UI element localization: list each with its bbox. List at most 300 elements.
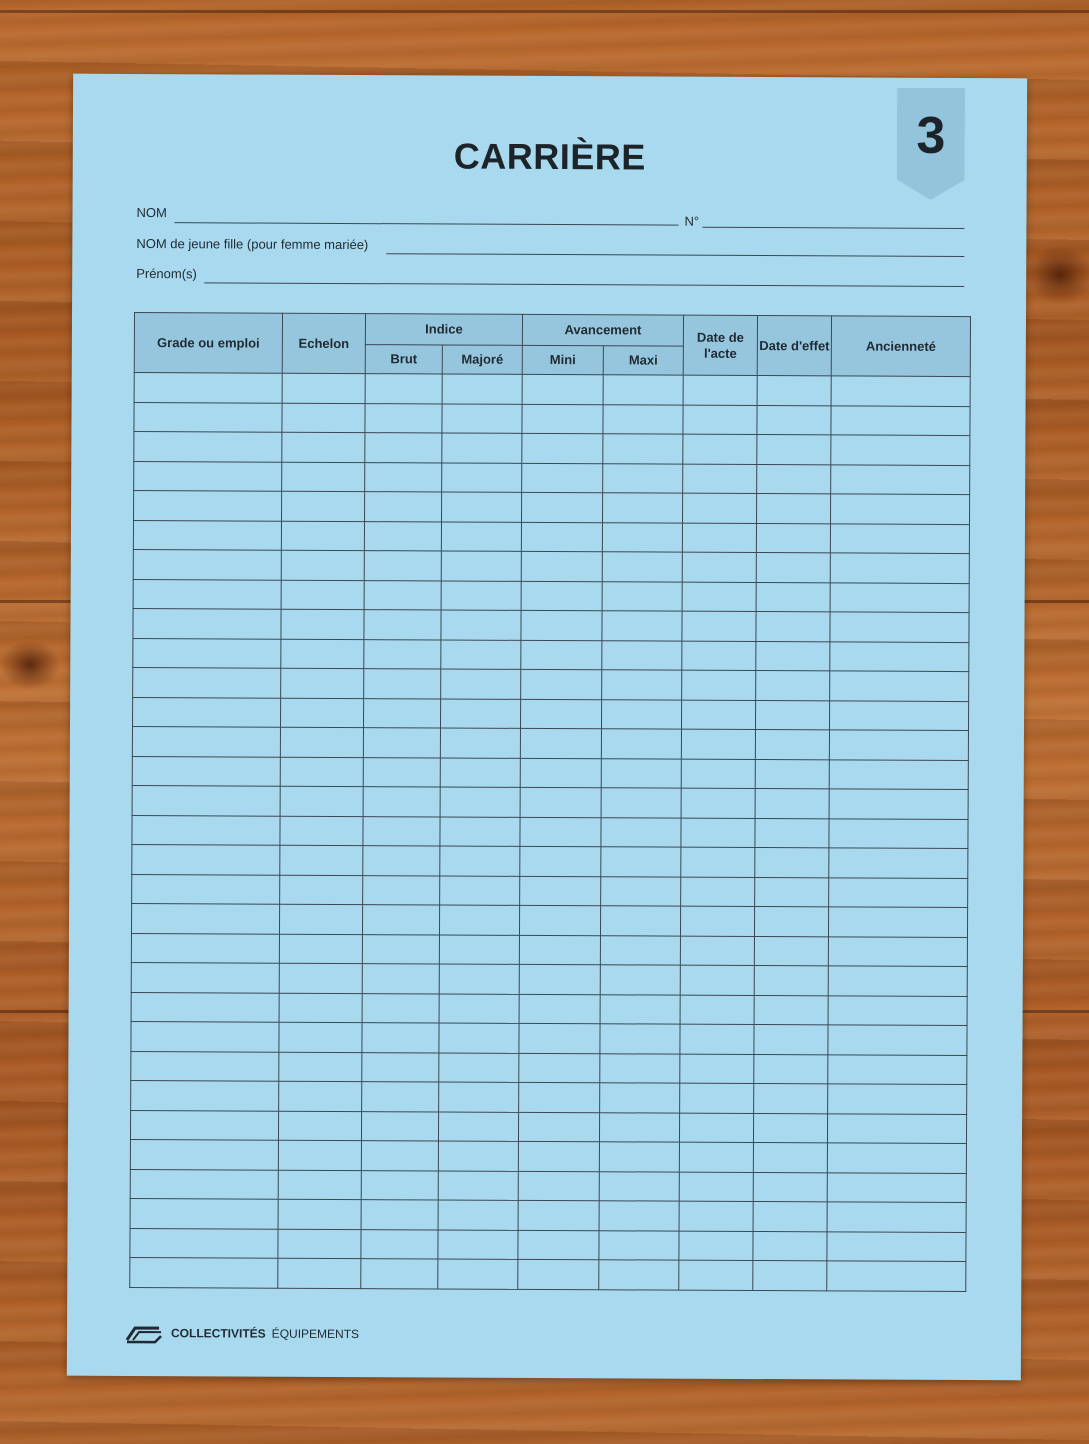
- cell-date-effet[interactable]: [757, 494, 831, 524]
- cell-echelon[interactable]: [281, 580, 364, 610]
- cell-date-acte[interactable]: [683, 375, 757, 405]
- cell-indice-brut[interactable]: [363, 846, 440, 876]
- cell-avancement-maxi[interactable]: [600, 1053, 680, 1083]
- cell-avancement-mini[interactable]: [521, 640, 602, 670]
- cell-indice-majore[interactable]: [438, 1259, 518, 1289]
- cell-date-effet[interactable]: [756, 641, 830, 671]
- cell-echelon[interactable]: [280, 727, 363, 757]
- cell-grade[interactable]: [131, 1021, 279, 1051]
- cell-avancement-maxi[interactable]: [599, 1260, 679, 1290]
- cell-date-effet[interactable]: [756, 553, 830, 583]
- cell-date-acte[interactable]: [681, 847, 755, 877]
- cell-grade[interactable]: [133, 520, 281, 550]
- cell-avancement-maxi[interactable]: [601, 758, 681, 788]
- cell-grade[interactable]: [132, 874, 280, 904]
- cell-avancement-mini[interactable]: [520, 876, 601, 906]
- cell-avancement-mini[interactable]: [519, 935, 600, 965]
- cell-date-effet[interactable]: [756, 671, 830, 701]
- cell-anciennete[interactable]: [827, 1172, 966, 1202]
- cell-avancement-mini[interactable]: [518, 1259, 599, 1289]
- cell-echelon[interactable]: [279, 1022, 362, 1052]
- cell-avancement-mini[interactable]: [521, 610, 602, 640]
- cell-avancement-maxi[interactable]: [600, 965, 680, 995]
- career-table: [129, 312, 971, 1292]
- cell-avancement-maxi[interactable]: [600, 994, 680, 1024]
- table-row: [134, 461, 970, 495]
- cell-anciennete[interactable]: [829, 848, 968, 878]
- cell-anciennete[interactable]: [829, 818, 968, 848]
- cell-indice-brut[interactable]: [363, 698, 440, 728]
- cell-avancement-mini[interactable]: [521, 522, 602, 552]
- cell-echelon[interactable]: [279, 963, 362, 993]
- cell-date-effet[interactable]: [756, 612, 830, 642]
- cell-grade[interactable]: [132, 697, 280, 727]
- cell-echelon[interactable]: [281, 609, 364, 639]
- cell-grade[interactable]: [133, 638, 281, 668]
- cell-indice-majore[interactable]: [439, 993, 519, 1023]
- cell-avancement-mini[interactable]: [522, 463, 603, 493]
- cell-avancement-maxi[interactable]: [600, 935, 680, 965]
- cell-echelon[interactable]: [281, 521, 364, 551]
- cell-date-acte[interactable]: [679, 1201, 753, 1231]
- cell-indice-majore[interactable]: [438, 1229, 518, 1259]
- cell-grade[interactable]: [131, 903, 279, 933]
- cell-indice-brut[interactable]: [362, 1023, 439, 1053]
- cell-anciennete[interactable]: [831, 464, 970, 494]
- cell-anciennete[interactable]: [828, 995, 967, 1025]
- cell-anciennete[interactable]: [829, 730, 968, 760]
- cell-date-effet[interactable]: [754, 1084, 828, 1114]
- cell-anciennete[interactable]: [830, 523, 969, 553]
- cell-indice-brut[interactable]: [361, 1111, 438, 1141]
- cell-avancement-maxi[interactable]: [599, 1112, 679, 1142]
- cell-grade[interactable]: [130, 1257, 278, 1287]
- cell-avancement-maxi[interactable]: [603, 493, 683, 523]
- numero-field[interactable]: [702, 227, 964, 229]
- nom-jeune-fille-field[interactable]: [386, 253, 964, 257]
- cell-echelon[interactable]: [278, 1170, 361, 1200]
- cell-avancement-mini[interactable]: [522, 433, 603, 463]
- cell-date-acte[interactable]: [680, 1054, 754, 1084]
- nom-field[interactable]: [174, 222, 678, 225]
- cell-date-effet[interactable]: [756, 582, 830, 612]
- cell-indice-majore[interactable]: [439, 905, 519, 935]
- cell-date-effet[interactable]: [755, 907, 829, 937]
- cell-anciennete[interactable]: [829, 759, 968, 789]
- cell-grade[interactable]: [131, 1051, 279, 1081]
- cell-date-effet[interactable]: [757, 405, 831, 435]
- cell-indice-majore[interactable]: [440, 757, 520, 787]
- cell-date-acte[interactable]: [682, 670, 756, 700]
- cell-indice-majore[interactable]: [440, 875, 520, 905]
- cell-anciennete[interactable]: [830, 553, 969, 583]
- cell-date-acte[interactable]: [681, 788, 755, 818]
- prenoms-label: Prénom(s): [136, 265, 197, 282]
- cell-date-acte[interactable]: [681, 906, 755, 936]
- cell-anciennete[interactable]: [827, 1261, 966, 1291]
- cell-date-acte[interactable]: [682, 523, 756, 553]
- cell-anciennete[interactable]: [828, 966, 967, 996]
- cell-anciennete[interactable]: [830, 582, 969, 612]
- cell-avancement-maxi[interactable]: [602, 522, 682, 552]
- cell-avancement-maxi[interactable]: [603, 375, 683, 405]
- cell-echelon[interactable]: [279, 1052, 362, 1082]
- cell-echelon[interactable]: [278, 1229, 361, 1259]
- cell-grade[interactable]: [130, 1110, 278, 1140]
- cell-echelon[interactable]: [279, 1081, 362, 1111]
- cell-avancement-mini[interactable]: [519, 1082, 600, 1112]
- cell-grade[interactable]: [130, 1169, 278, 1199]
- cell-grade[interactable]: [131, 1080, 279, 1110]
- cell-grade[interactable]: [134, 402, 282, 432]
- cell-indice-brut[interactable]: [362, 905, 439, 935]
- cell-echelon[interactable]: [278, 1140, 361, 1170]
- cell-avancement-maxi[interactable]: [603, 434, 683, 464]
- cell-avancement-maxi[interactable]: [600, 906, 680, 936]
- cell-echelon[interactable]: [282, 462, 365, 492]
- cell-avancement-mini[interactable]: [519, 905, 600, 935]
- cell-anciennete[interactable]: [830, 612, 969, 642]
- cell-indice-majore[interactable]: [438, 1200, 518, 1230]
- cell-avancement-maxi[interactable]: [601, 788, 681, 818]
- cell-grade[interactable]: [134, 461, 282, 491]
- cell-indice-brut[interactable]: [362, 964, 439, 994]
- cell-indice-majore[interactable]: [440, 846, 520, 876]
- numero-label: N°: [684, 213, 700, 229]
- cell-avancement-mini[interactable]: [518, 1171, 599, 1201]
- cell-indice-majore[interactable]: [440, 816, 520, 846]
- header-grade: Grade ou emploi: [134, 312, 282, 373]
- cell-avancement-mini[interactable]: [518, 1230, 599, 1260]
- cell-indice-majore[interactable]: [439, 934, 519, 964]
- cell-indice-majore[interactable]: [441, 669, 521, 699]
- cell-grade[interactable]: [134, 431, 282, 461]
- cell-date-acte[interactable]: [680, 936, 754, 966]
- cell-echelon[interactable]: [282, 373, 365, 403]
- cell-avancement-maxi[interactable]: [601, 847, 681, 877]
- cell-date-effet[interactable]: [754, 966, 828, 996]
- cell-avancement-maxi[interactable]: [599, 1142, 679, 1172]
- cell-echelon[interactable]: [278, 1111, 361, 1141]
- cell-date-acte[interactable]: [683, 405, 757, 435]
- cell-indice-majore[interactable]: [441, 551, 521, 581]
- cell-avancement-maxi[interactable]: [600, 1024, 680, 1054]
- cell-avancement-mini[interactable]: [520, 728, 601, 758]
- cell-avancement-maxi[interactable]: [602, 699, 682, 729]
- cell-avancement-maxi[interactable]: [602, 670, 682, 700]
- cell-indice-majore[interactable]: [438, 1141, 518, 1171]
- cell-indice-brut[interactable]: [363, 757, 440, 787]
- cell-date-acte[interactable]: [680, 995, 754, 1025]
- table-row: [133, 667, 969, 701]
- cell-avancement-mini[interactable]: [522, 374, 603, 404]
- cell-echelon[interactable]: [282, 403, 365, 433]
- cell-avancement-mini[interactable]: [519, 1053, 600, 1083]
- cell-indice-brut[interactable]: [364, 551, 441, 581]
- cell-avancement-mini[interactable]: [521, 551, 602, 581]
- cell-grade[interactable]: [130, 1198, 278, 1228]
- cell-indice-brut[interactable]: [361, 1229, 438, 1259]
- cell-anciennete[interactable]: [828, 1054, 967, 1084]
- cell-anciennete[interactable]: [829, 907, 968, 937]
- cell-indice-brut[interactable]: [364, 669, 441, 699]
- cell-indice-majore[interactable]: [442, 492, 522, 522]
- cell-anciennete[interactable]: [830, 641, 969, 671]
- cell-echelon[interactable]: [279, 934, 362, 964]
- table-row: [131, 903, 967, 937]
- cell-grade[interactable]: [133, 579, 281, 609]
- cell-avancement-maxi[interactable]: [601, 876, 681, 906]
- cell-date-effet[interactable]: [753, 1172, 827, 1202]
- cell-avancement-maxi[interactable]: [602, 552, 682, 582]
- cell-date-acte[interactable]: [679, 1172, 753, 1202]
- cell-avancement-maxi[interactable]: [599, 1201, 679, 1231]
- wood-knot: [1025, 245, 1089, 305]
- cell-date-effet[interactable]: [754, 1025, 828, 1055]
- cell-indice-brut[interactable]: [363, 875, 440, 905]
- cell-indice-brut[interactable]: [365, 374, 442, 404]
- cell-indice-brut[interactable]: [362, 1052, 439, 1082]
- cell-anciennete[interactable]: [827, 1231, 966, 1261]
- cell-echelon[interactable]: [281, 668, 364, 698]
- cell-grade[interactable]: [132, 844, 280, 874]
- cell-anciennete[interactable]: [831, 435, 970, 465]
- cell-date-effet[interactable]: [755, 877, 829, 907]
- table-row: [131, 992, 967, 1026]
- cell-anciennete[interactable]: [831, 494, 970, 524]
- cell-date-acte[interactable]: [680, 1083, 754, 1113]
- section-number: 3: [916, 106, 946, 165]
- cell-grade[interactable]: [133, 608, 281, 638]
- wood-plank-seam: [0, 10, 1089, 13]
- cell-avancement-mini[interactable]: [521, 669, 602, 699]
- cell-indice-majore[interactable]: [439, 964, 519, 994]
- cell-anciennete[interactable]: [828, 936, 967, 966]
- cell-date-effet[interactable]: [757, 376, 831, 406]
- cell-avancement-mini[interactable]: [520, 846, 601, 876]
- cell-echelon[interactable]: [278, 1199, 361, 1229]
- cell-date-effet[interactable]: [755, 848, 829, 878]
- cell-date-acte[interactable]: [683, 493, 757, 523]
- cell-avancement-mini[interactable]: [520, 817, 601, 847]
- cell-avancement-maxi[interactable]: [599, 1171, 679, 1201]
- cell-grade[interactable]: [131, 962, 279, 992]
- cell-avancement-maxi[interactable]: [602, 581, 682, 611]
- cell-avancement-maxi[interactable]: [599, 1230, 679, 1260]
- cell-grade[interactable]: [131, 933, 279, 963]
- cell-date-acte[interactable]: [682, 700, 756, 730]
- cell-avancement-mini[interactable]: [520, 787, 601, 817]
- cell-date-acte[interactable]: [682, 582, 756, 612]
- cell-indice-brut[interactable]: [363, 787, 440, 817]
- cell-anciennete[interactable]: [827, 1143, 966, 1173]
- cell-date-acte[interactable]: [680, 1113, 754, 1143]
- cell-avancement-mini[interactable]: [521, 581, 602, 611]
- cell-date-effet[interactable]: [754, 995, 828, 1025]
- cell-avancement-maxi[interactable]: [602, 640, 682, 670]
- cell-date-effet[interactable]: [753, 1261, 827, 1291]
- cell-avancement-maxi[interactable]: [601, 817, 681, 847]
- cell-avancement-mini[interactable]: [518, 1141, 599, 1171]
- cell-grade[interactable]: [131, 992, 279, 1022]
- cell-avancement-mini[interactable]: [522, 492, 603, 522]
- cell-avancement-mini[interactable]: [520, 758, 601, 788]
- cell-echelon[interactable]: [279, 904, 362, 934]
- cell-anciennete[interactable]: [829, 789, 968, 819]
- cell-indice-majore[interactable]: [440, 787, 520, 817]
- cell-indice-brut[interactable]: [364, 580, 441, 610]
- cell-grade[interactable]: [133, 549, 281, 579]
- table-row: [134, 402, 970, 436]
- cell-date-acte[interactable]: [682, 552, 756, 582]
- cell-indice-brut[interactable]: [362, 993, 439, 1023]
- cell-grade[interactable]: [132, 726, 280, 756]
- cell-date-acte[interactable]: [681, 877, 755, 907]
- cell-anciennete[interactable]: [831, 376, 970, 406]
- cell-echelon[interactable]: [279, 993, 362, 1023]
- cell-date-effet[interactable]: [754, 1113, 828, 1143]
- cell-echelon[interactable]: [280, 845, 363, 875]
- cell-anciennete[interactable]: [829, 877, 968, 907]
- cell-indice-brut[interactable]: [362, 934, 439, 964]
- cell-avancement-mini[interactable]: [519, 994, 600, 1024]
- cell-indice-majore[interactable]: [438, 1111, 518, 1141]
- cell-anciennete[interactable]: [830, 700, 969, 730]
- cell-grade[interactable]: [133, 667, 281, 697]
- cell-date-acte[interactable]: [679, 1142, 753, 1172]
- cell-indice-brut[interactable]: [364, 610, 441, 640]
- cell-avancement-mini[interactable]: [519, 964, 600, 994]
- cell-date-acte[interactable]: [683, 464, 757, 494]
- cell-indice-brut[interactable]: [365, 403, 442, 433]
- cell-indice-brut[interactable]: [361, 1170, 438, 1200]
- cell-indice-majore[interactable]: [439, 1082, 519, 1112]
- cell-indice-brut[interactable]: [365, 433, 442, 463]
- table-row: [132, 697, 968, 731]
- cell-indice-brut[interactable]: [364, 639, 441, 669]
- cell-date-acte[interactable]: [681, 759, 755, 789]
- cell-anciennete[interactable]: [828, 1025, 967, 1055]
- cell-avancement-mini[interactable]: [522, 404, 603, 434]
- cell-indice-brut[interactable]: [363, 816, 440, 846]
- cell-grade[interactable]: [134, 372, 282, 402]
- cell-anciennete[interactable]: [830, 671, 969, 701]
- cell-indice-majore[interactable]: [440, 728, 520, 758]
- cell-echelon[interactable]: [278, 1258, 361, 1288]
- cell-indice-majore[interactable]: [441, 580, 521, 610]
- cell-indice-brut[interactable]: [365, 492, 442, 522]
- cell-avancement-maxi[interactable]: [603, 463, 683, 493]
- cell-indice-brut[interactable]: [364, 521, 441, 551]
- cell-date-acte[interactable]: [681, 729, 755, 759]
- cell-date-acte[interactable]: [680, 965, 754, 995]
- cell-anciennete[interactable]: [827, 1202, 966, 1232]
- cell-indice-majore[interactable]: [438, 1170, 518, 1200]
- cell-date-effet[interactable]: [756, 700, 830, 730]
- cell-echelon[interactable]: [280, 786, 363, 816]
- cell-date-effet[interactable]: [753, 1231, 827, 1261]
- cell-avancement-maxi[interactable]: [602, 611, 682, 641]
- cell-date-effet[interactable]: [756, 523, 830, 553]
- cell-indice-majore[interactable]: [441, 639, 521, 669]
- cell-grade[interactable]: [132, 815, 280, 845]
- cell-indice-majore[interactable]: [442, 374, 522, 404]
- cell-echelon[interactable]: [282, 432, 365, 462]
- cell-indice-majore[interactable]: [439, 1052, 519, 1082]
- cell-date-effet[interactable]: [757, 464, 831, 494]
- cell-echelon[interactable]: [280, 698, 363, 728]
- cell-avancement-maxi[interactable]: [601, 729, 681, 759]
- cell-echelon[interactable]: [280, 816, 363, 846]
- cell-avancement-mini[interactable]: [518, 1200, 599, 1230]
- cell-date-acte[interactable]: [682, 611, 756, 641]
- cell-date-acte[interactable]: [679, 1260, 753, 1290]
- cell-date-effet[interactable]: [753, 1143, 827, 1173]
- cell-date-effet[interactable]: [754, 1054, 828, 1084]
- cell-anciennete[interactable]: [831, 405, 970, 435]
- cell-echelon[interactable]: [280, 875, 363, 905]
- cell-date-effet[interactable]: [755, 789, 829, 819]
- cell-indice-majore[interactable]: [441, 610, 521, 640]
- cell-indice-majore[interactable]: [441, 521, 521, 551]
- cell-indice-brut[interactable]: [361, 1259, 438, 1289]
- cell-echelon[interactable]: [282, 491, 365, 521]
- cell-anciennete[interactable]: [828, 1113, 967, 1143]
- cell-indice-majore[interactable]: [439, 1023, 519, 1053]
- cell-date-acte[interactable]: [679, 1231, 753, 1261]
- page-title: CARRIÈRE: [453, 135, 646, 178]
- cell-grade[interactable]: [132, 756, 280, 786]
- brand-footer: [125, 1322, 359, 1345]
- cell-date-effet[interactable]: [755, 730, 829, 760]
- cell-indice-brut[interactable]: [361, 1200, 438, 1230]
- cell-date-acte[interactable]: [680, 1024, 754, 1054]
- cell-avancement-mini[interactable]: [521, 699, 602, 729]
- nom-label: NOM: [136, 204, 167, 221]
- cell-indice-majore[interactable]: [442, 433, 522, 463]
- cell-echelon[interactable]: [281, 550, 364, 580]
- cell-date-effet[interactable]: [753, 1202, 827, 1232]
- cell-date-effet[interactable]: [755, 818, 829, 848]
- cell-echelon[interactable]: [281, 639, 364, 669]
- cell-indice-majore[interactable]: [440, 698, 520, 728]
- cell-indice-majore[interactable]: [442, 403, 522, 433]
- cell-avancement-maxi[interactable]: [603, 404, 683, 434]
- cell-date-acte[interactable]: [681, 818, 755, 848]
- cell-grade[interactable]: [132, 785, 280, 815]
- cell-date-acte[interactable]: [683, 434, 757, 464]
- cell-grade[interactable]: [130, 1139, 278, 1169]
- prenoms-field[interactable]: [204, 282, 964, 287]
- cell-indice-brut[interactable]: [365, 462, 442, 492]
- cell-date-effet[interactable]: [754, 936, 828, 966]
- cell-date-acte[interactable]: [682, 641, 756, 671]
- cell-avancement-mini[interactable]: [518, 1112, 599, 1142]
- cell-indice-brut[interactable]: [362, 1082, 439, 1112]
- cell-date-effet[interactable]: [755, 759, 829, 789]
- cell-avancement-maxi[interactable]: [600, 1083, 680, 1113]
- cell-anciennete[interactable]: [828, 1084, 967, 1114]
- cell-indice-brut[interactable]: [363, 728, 440, 758]
- cell-indice-majore[interactable]: [442, 462, 522, 492]
- cell-indice-brut[interactable]: [361, 1141, 438, 1171]
- cell-echelon[interactable]: [280, 757, 363, 787]
- cell-date-effet[interactable]: [757, 435, 831, 465]
- cell-avancement-mini[interactable]: [519, 1023, 600, 1053]
- table-row: [130, 1169, 966, 1203]
- cell-grade[interactable]: [130, 1228, 278, 1258]
- cell-grade[interactable]: [134, 490, 282, 520]
